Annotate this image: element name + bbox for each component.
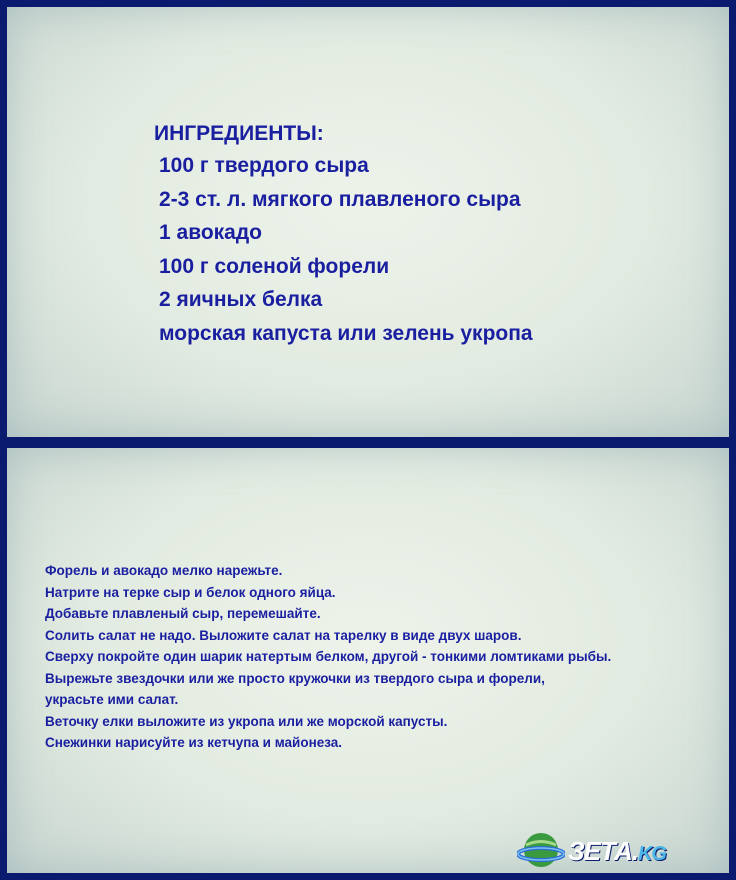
- instruction-line: Вырежьте звездочки или же просто кружочки из твердого сыра и форели,: [45, 670, 545, 686]
- ingredient-item: 2-3 ст. л. мягкого плавленого сыра: [159, 187, 521, 211]
- ingredients-heading: ИНГРЕДИЕНТЫ:: [154, 122, 324, 145]
- instruction-line: Добавьте плавленый сыр, перемешайте.: [45, 606, 321, 621]
- ingredients-card: [7, 7, 729, 437]
- instruction-line: украсьте ими салат.: [45, 692, 179, 707]
- instruction-line: Снежинки нарисуйте из кетчупа и майонеза.: [45, 735, 343, 750]
- ingredient-item: морская капуста или зелень укропа: [159, 321, 533, 345]
- logo-name: ЗЕТА.: [568, 836, 638, 866]
- ingredient-item: 1 авокадо: [159, 221, 263, 244]
- instruction-line: Веточку елки выложите из укропа или же морской капусты.: [45, 713, 448, 729]
- ingredient-item: 100 г соленой форели: [159, 254, 390, 278]
- ingredient-item: 2 яичных белка: [159, 288, 323, 311]
- globe-icon: [517, 828, 565, 872]
- instruction-line: Солить салат не надо. Выложите салат на тарелку в виде двух шаров.: [45, 627, 522, 643]
- site-logo: [512, 826, 732, 874]
- instructions-list: [45, 560, 715, 754]
- logo-suffix: KG: [637, 843, 666, 865]
- ingredient-item: 100 г твердого сыра: [159, 154, 369, 177]
- logo-text: [568, 836, 666, 867]
- instruction-line: Натрите на терке сыр и белок одного яйца.: [45, 584, 336, 600]
- ingredients-list: [147, 119, 707, 350]
- instruction-line: Форель и авокадо мелко нарежьте.: [45, 563, 283, 578]
- instruction-line: Сверху покройте один шарик натертым белком, другой - тонкими ломтиками рыбы.: [45, 649, 612, 664]
- instructions-card: [7, 448, 729, 873]
